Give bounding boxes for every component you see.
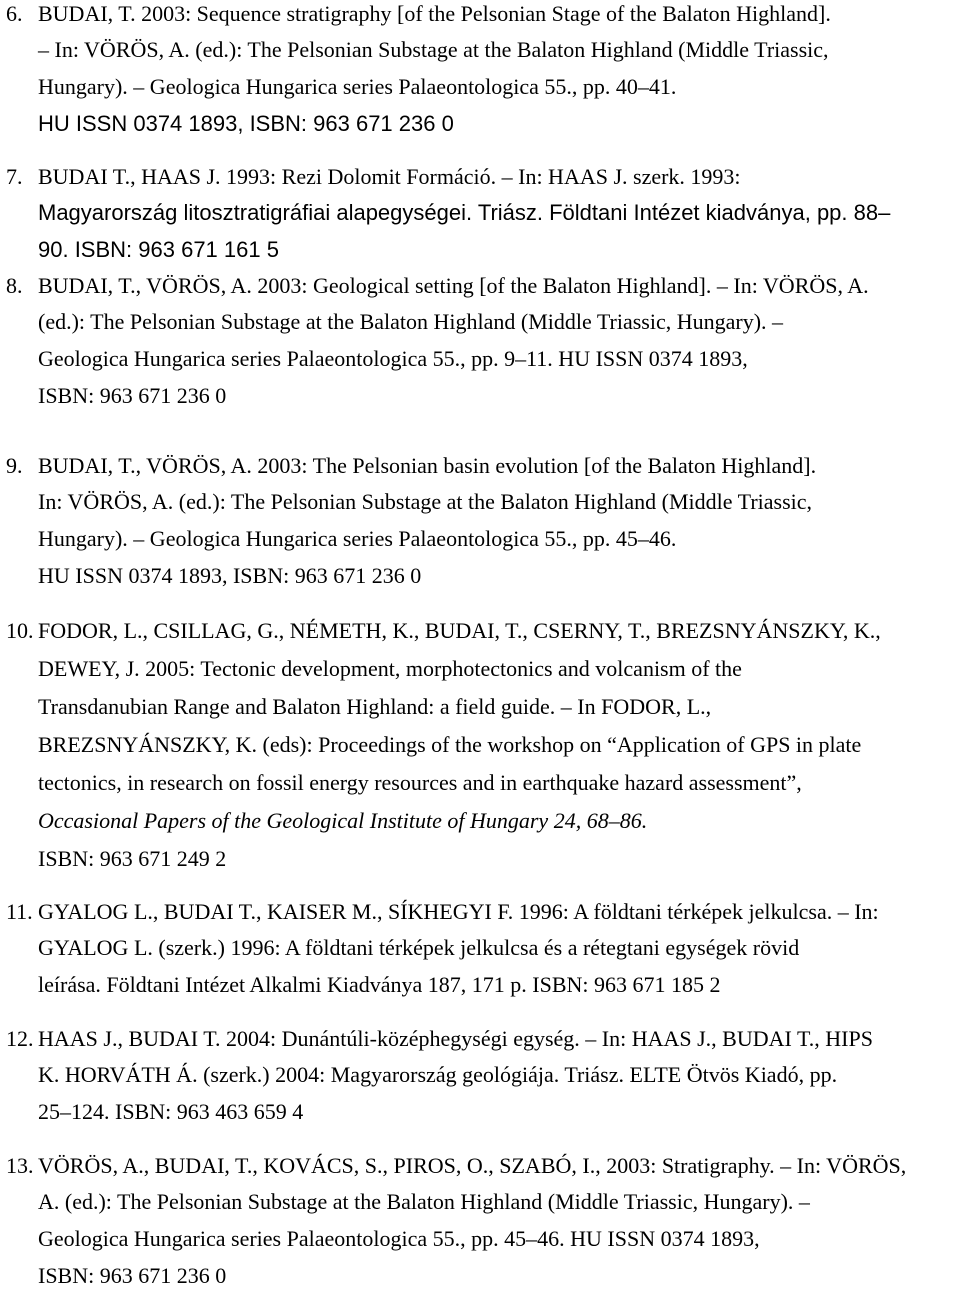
reference-number: 7.	[6, 164, 23, 189]
reference-line	[38, 236, 279, 264]
reference-text: K. HORVÁTH Á. (szerk.) 2004: Magyarország geológiája. Triász. ELTE Ötvös Kiadó, pp.	[38, 1062, 838, 1087]
reference-text: (ed.): The Pelsonian Substage at the Balaton Highland (Middle Triassic, Hungary). –	[38, 309, 784, 334]
reference-text: HU ISSN 0374 1893, ISBN: 963 671 236 0	[38, 563, 422, 588]
reference-line	[38, 110, 454, 138]
reference-number: 12.	[6, 1026, 34, 1051]
reference-text: VÖRÖS, A., BUDAI, T., KOVÁCS, S., PIROS, O., SZABÓ, I., 2003: Stratigraphy. – In: VÖRÖS,	[38, 1153, 907, 1178]
reference-text: A. (ed.): The Pelsonian Substage at the Balaton Highland (Middle Triassic, Hungary). –	[38, 1189, 810, 1214]
reference-number: 8.	[6, 273, 23, 298]
reference-line	[6, 1152, 906, 1180]
reference-text: ISBN: 963 671 249 2	[38, 846, 227, 871]
reference-text: 25–124. ISBN: 963 463 659 4	[38, 1099, 304, 1124]
reference-text: GYALOG L., BUDAI T., KAISER M., SÍKHEGYI F. 1996: A földtani térképek jelkulcsa. – In:	[38, 899, 879, 924]
reference-line	[38, 769, 802, 797]
reference-text: Hungary). – Geologica Hungarica series Palaeontologica 55., pp. 40–41.	[38, 74, 677, 99]
reference-line	[38, 199, 890, 227]
reference-text: Magyarország litosztratigráfiai alapegységei. Triász. Földtani Intézet kiadványa, pp. 88–	[38, 200, 891, 225]
reference-text: leírása. Földtani Intézet Alkalmi Kiadványa 187, 171 p. ISBN: 963 671 185 2	[38, 972, 721, 997]
reference-line	[38, 845, 226, 873]
reference-line	[38, 655, 742, 683]
reference-text: – In: VÖRÖS, A. (ed.): The Pelsonian Substage at the Balaton Highland (Middle Triassic,	[38, 37, 829, 62]
reference-line	[6, 0, 831, 28]
reference-line	[6, 163, 741, 191]
reference-text: HU ISSN 0374 1893, ISBN: 963 671 236 0	[38, 111, 454, 136]
reference-text: Geologica Hungarica series Palaeontologica 55., pp. 9–11. HU ISSN 0374 1893,	[38, 346, 748, 371]
reference-text: In: VÖRÖS, A. (ed.): The Pelsonian Substage at the Balaton Highland (Middle Triassic,	[38, 489, 813, 514]
reference-number: 11.	[6, 899, 33, 924]
reference-line	[38, 308, 783, 336]
reference-text: ISBN: 963 671 236 0	[38, 1263, 227, 1288]
reference-line	[38, 693, 711, 721]
reference-line	[38, 488, 812, 516]
reference-text: ISBN: 963 671 236 0	[38, 383, 227, 408]
reference-text: BUDAI T., HAAS J. 1993: Rezi Dolomit Formáció. – In: HAAS J. szerk. 1993:	[38, 164, 741, 189]
reference-text: DEWEY, J. 2005: Tectonic development, morphotectonics and volcanism of the	[38, 656, 742, 681]
reference-number: 6.	[6, 1, 23, 26]
reference-line	[38, 382, 226, 410]
reference-text: tectonics, in research on fossil energy resources and in earthquake hazard assessment”,	[38, 770, 802, 795]
reference-number: 9.	[6, 453, 23, 478]
reference-line	[38, 562, 421, 590]
reference-number: 10.	[6, 618, 34, 643]
reference-text: GYALOG L. (szerk.) 1996: A földtani térképek jelkulcsa és a rétegtani egységek rövid	[38, 935, 800, 960]
reference-line	[38, 1061, 837, 1089]
reference-line	[6, 452, 816, 480]
reference-text: FODOR, L., CSILLAG, G., NÉMETH, K., BUDAI, T., CSERNY, T., BREZSNYÁNSZKY, K.,	[38, 618, 881, 643]
reference-text: BREZSNYÁNSZKY, K. (eds): Proceedings of the workshop on “Application of GPS in plate	[38, 732, 862, 757]
reference-line	[6, 898, 879, 926]
reference-line	[38, 36, 829, 64]
reference-line	[38, 971, 721, 999]
reference-line	[38, 1262, 226, 1290]
reference-line	[38, 345, 748, 373]
reference-line	[38, 731, 861, 759]
reference-text: 90. ISBN: 963 671 161 5	[38, 237, 279, 262]
reference-number: 13.	[6, 1153, 34, 1178]
reference-text: BUDAI, T., VÖRÖS, A. 2003: Geological setting [of the Balaton Highland]. – In: VÖRÖS, A.	[38, 273, 869, 298]
reference-line	[6, 1025, 873, 1053]
reference-line	[6, 617, 881, 645]
reference-text: Transdanubian Range and Balaton Highland: a field guide. – In FODOR, L.,	[38, 694, 712, 719]
reference-text: Occasional Papers of the Geological Institute of Hungary 24, 68–86.	[38, 808, 648, 833]
reference-text: BUDAI, T. 2003: Sequence stratigraphy [of the Pelsonian Stage of the Balaton Highland].	[38, 1, 831, 26]
reference-text: HAAS J., BUDAI T. 2004: Dunántúli-középhegységi egység. – In: HAAS J., BUDAI T., HIPS	[38, 1026, 873, 1051]
reference-line	[38, 1225, 760, 1253]
reference-line	[38, 73, 676, 101]
reference-line	[6, 272, 869, 300]
reference-text: BUDAI, T., VÖRÖS, A. 2003: The Pelsonian basin evolution [of the Balaton Highland].	[38, 453, 817, 478]
reference-line	[38, 525, 676, 553]
reference-line	[38, 934, 799, 962]
reference-line	[38, 1188, 810, 1216]
reference-line	[38, 1098, 303, 1126]
reference-text: Geologica Hungarica series Palaeontologica 55., pp. 45–46. HU ISSN 0374 1893,	[38, 1226, 760, 1251]
reference-line	[38, 807, 647, 835]
reference-text: Hungary). – Geologica Hungarica series Palaeontologica 55., pp. 45–46.	[38, 526, 677, 551]
